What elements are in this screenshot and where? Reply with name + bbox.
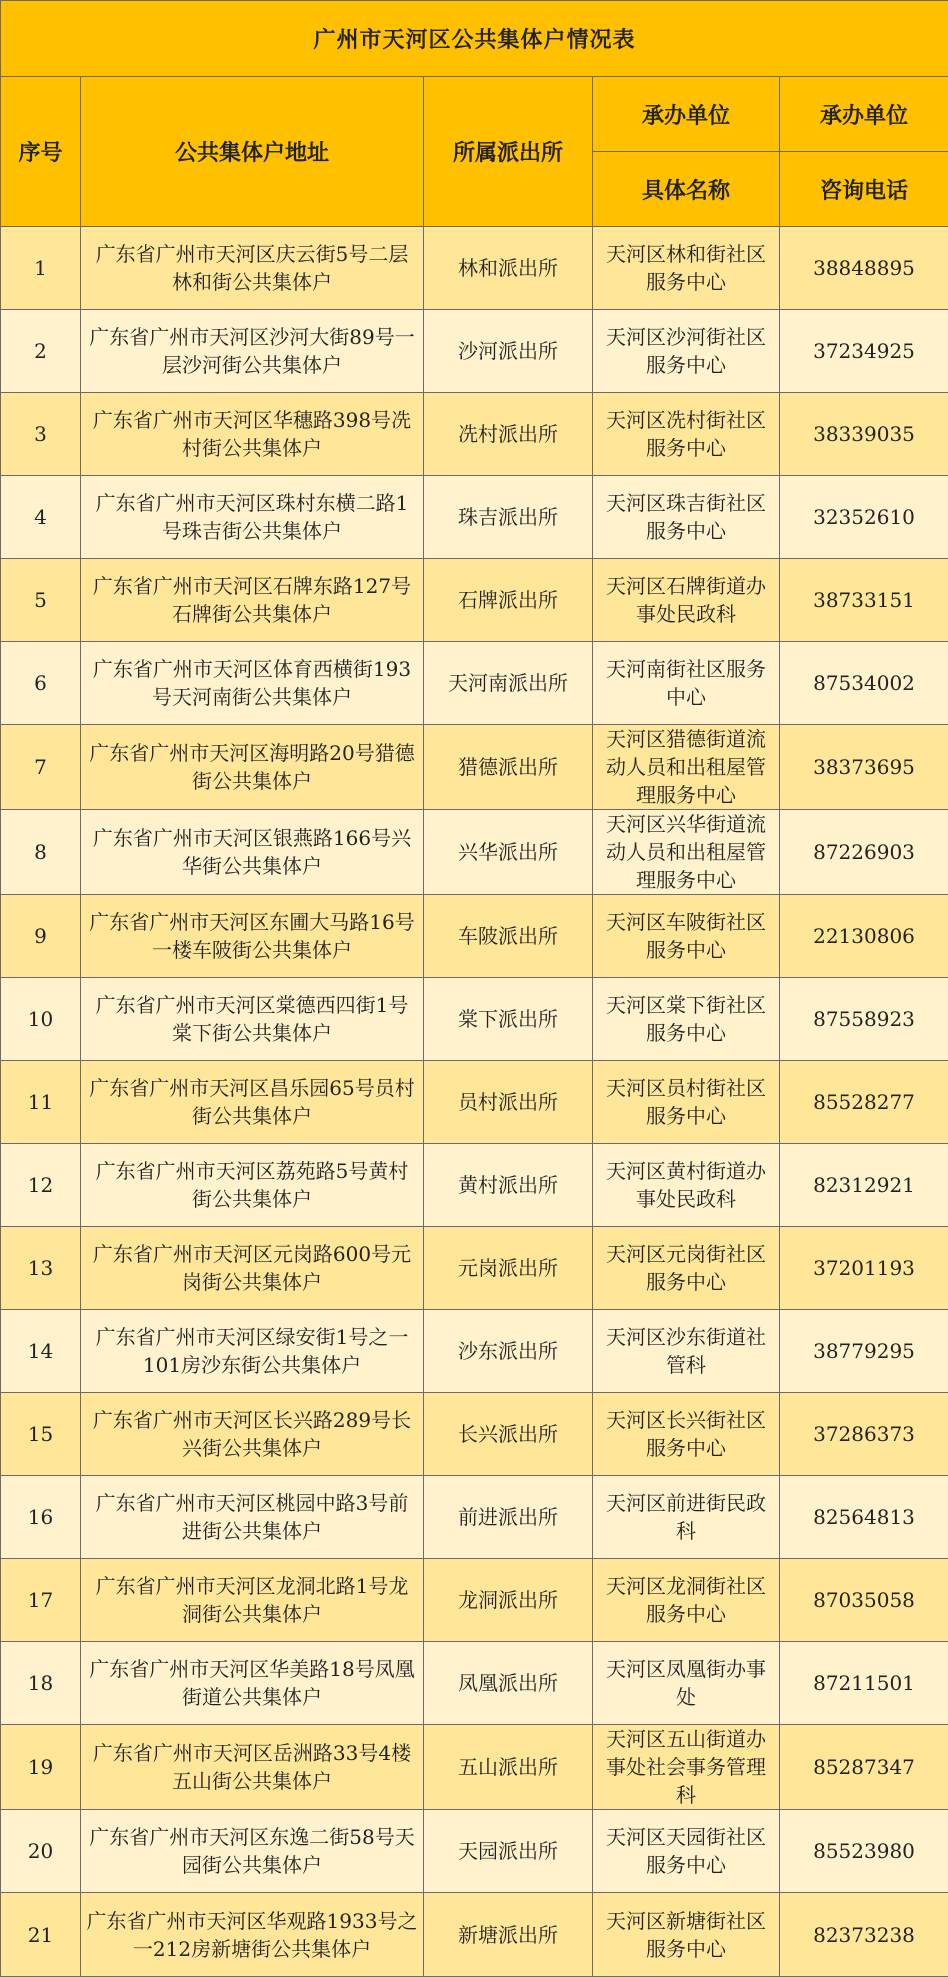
cell-address: 广东省广州市天河区绿安街1号之一101房沙东街公共集体户 xyxy=(81,1310,424,1393)
cell-seq: 13 xyxy=(1,1227,81,1310)
cell-address: 广东省广州市天河区华美路18号凤凰街道公共集体户 xyxy=(81,1642,424,1725)
cell-address: 广东省广州市天河区海明路20号猎德街公共集体户 xyxy=(81,725,424,810)
cell-seq: 18 xyxy=(1,1642,81,1725)
header-phone-bottom: 咨询电话 xyxy=(780,152,948,227)
cell-address: 广东省广州市天河区龙洞北路1号龙洞街公共集体户 xyxy=(81,1559,424,1642)
table-row xyxy=(1,559,948,642)
cell-seq: 4 xyxy=(1,476,81,559)
cell-phone: 82564813 xyxy=(780,1476,948,1559)
cell-seq: 8 xyxy=(1,810,81,895)
table-row xyxy=(1,810,948,895)
cell-station: 林和派出所 xyxy=(424,227,593,310)
table-row xyxy=(1,1476,948,1559)
table-row xyxy=(1,310,948,393)
cell-station: 兴华派出所 xyxy=(424,810,593,895)
cell-phone: 87226903 xyxy=(780,810,948,895)
cell-address: 广东省广州市天河区东逸二街58号天园街公共集体户 xyxy=(81,1810,424,1893)
cell-phone: 85287347 xyxy=(780,1725,948,1810)
cell-unit: 天河区沙东街道社管科 xyxy=(593,1310,780,1393)
cell-seq: 17 xyxy=(1,1559,81,1642)
cell-seq: 16 xyxy=(1,1476,81,1559)
header-seq: 序号 xyxy=(1,77,81,227)
cell-station: 沙东派出所 xyxy=(424,1310,593,1393)
cell-unit: 天河区前进街民政科 xyxy=(593,1476,780,1559)
cell-seq: 11 xyxy=(1,1061,81,1144)
table-row xyxy=(1,1893,948,1977)
cell-unit: 天河区五山街道办事处社会事务管理科 xyxy=(593,1725,780,1810)
table-row xyxy=(1,1559,948,1642)
cell-station: 猎德派出所 xyxy=(424,725,593,810)
cell-unit: 天河区棠下街社区服务中心 xyxy=(593,978,780,1061)
cell-seq: 19 xyxy=(1,1725,81,1810)
cell-seq: 5 xyxy=(1,559,81,642)
cell-phone: 87558923 xyxy=(780,978,948,1061)
header-unit-top: 承办单位 xyxy=(593,77,780,152)
cell-unit: 天河区凤凰街办事处 xyxy=(593,1642,780,1725)
header-unit-bottom: 具体名称 xyxy=(593,152,780,227)
cell-seq: 10 xyxy=(1,978,81,1061)
table-row xyxy=(1,1810,948,1893)
cell-phone: 38779295 xyxy=(780,1310,948,1393)
cell-station: 冼村派出所 xyxy=(424,393,593,476)
cell-phone: 37286373 xyxy=(780,1393,948,1476)
table-row xyxy=(1,1061,948,1144)
cell-seq: 20 xyxy=(1,1810,81,1893)
header-station: 所属派出所 xyxy=(424,77,593,227)
cell-unit: 天河南街社区服务中心 xyxy=(593,642,780,725)
cell-seq: 7 xyxy=(1,725,81,810)
cell-phone: 38339035 xyxy=(780,393,948,476)
cell-seq: 12 xyxy=(1,1144,81,1227)
cell-unit: 天河区龙洞街社区服务中心 xyxy=(593,1559,780,1642)
cell-phone: 87211501 xyxy=(780,1642,948,1725)
cell-unit: 天河区车陂街社区服务中心 xyxy=(593,895,780,978)
cell-seq: 14 xyxy=(1,1310,81,1393)
cell-unit: 天河区新塘街社区服务中心 xyxy=(593,1893,780,1977)
cell-unit: 天河区石牌街道办事处民政科 xyxy=(593,559,780,642)
cell-unit: 天河区天园街社区服务中心 xyxy=(593,1810,780,1893)
cell-phone: 38848895 xyxy=(780,227,948,310)
cell-phone: 32352610 xyxy=(780,476,948,559)
cell-station: 元岗派出所 xyxy=(424,1227,593,1310)
header-phone-top: 承办单位 xyxy=(780,77,948,152)
table-title: 广州市天河区公共集体户情况表 xyxy=(1,1,948,77)
cell-seq: 2 xyxy=(1,310,81,393)
cell-station: 员村派出所 xyxy=(424,1061,593,1144)
cell-unit: 天河区长兴街社区服务中心 xyxy=(593,1393,780,1476)
table-row xyxy=(1,978,948,1061)
cell-seq: 1 xyxy=(1,227,81,310)
cell-phone: 22130806 xyxy=(780,895,948,978)
cell-address: 广东省广州市天河区体育西横街193号天河南街公共集体户 xyxy=(81,642,424,725)
cell-station: 长兴派出所 xyxy=(424,1393,593,1476)
cell-unit: 天河区珠吉街社区服务中心 xyxy=(593,476,780,559)
cell-seq: 15 xyxy=(1,1393,81,1476)
cell-station: 天河南派出所 xyxy=(424,642,593,725)
cell-station: 车陂派出所 xyxy=(424,895,593,978)
cell-phone: 37201193 xyxy=(780,1227,948,1310)
cell-seq: 6 xyxy=(1,642,81,725)
cell-phone: 37234925 xyxy=(780,310,948,393)
cell-unit: 天河区林和街社区服务中心 xyxy=(593,227,780,310)
cell-station: 前进派出所 xyxy=(424,1476,593,1559)
cell-station: 沙河派出所 xyxy=(424,310,593,393)
cell-address: 广东省广州市天河区棠德西四街1号棠下街公共集体户 xyxy=(81,978,424,1061)
table-row xyxy=(1,1310,948,1393)
cell-phone: 87035058 xyxy=(780,1559,948,1642)
cell-phone: 82312921 xyxy=(780,1144,948,1227)
cell-station: 石牌派出所 xyxy=(424,559,593,642)
cell-unit: 天河区员村街社区服务中心 xyxy=(593,1061,780,1144)
cell-address: 广东省广州市天河区华穗路398号冼村街公共集体户 xyxy=(81,393,424,476)
table-row xyxy=(1,1227,948,1310)
cell-station: 珠吉派出所 xyxy=(424,476,593,559)
cell-address: 广东省广州市天河区岳洲路33号4楼五山街公共集体户 xyxy=(81,1725,424,1810)
cell-station: 天园派出所 xyxy=(424,1810,593,1893)
cell-unit: 天河区沙河街社区服务中心 xyxy=(593,310,780,393)
cell-address: 广东省广州市天河区珠村东横二路1号珠吉街公共集体户 xyxy=(81,476,424,559)
cell-station: 五山派出所 xyxy=(424,1725,593,1810)
header-address: 公共集体户地址 xyxy=(81,77,424,227)
cell-address: 广东省广州市天河区昌乐园65号员村街公共集体户 xyxy=(81,1061,424,1144)
table-row xyxy=(1,1393,948,1476)
cell-station: 新塘派出所 xyxy=(424,1893,593,1977)
cell-address: 广东省广州市天河区桃园中路3号前进街公共集体户 xyxy=(81,1476,424,1559)
cell-address: 广东省广州市天河区沙河大街89号一层沙河街公共集体户 xyxy=(81,310,424,393)
cell-unit: 天河区兴华街道流动人员和出租屋管理服务中心 xyxy=(593,810,780,895)
table-row xyxy=(1,476,948,559)
cell-phone: 85528277 xyxy=(780,1061,948,1144)
cell-phone: 85523980 xyxy=(780,1810,948,1893)
cell-address: 广东省广州市天河区庆云街5号二层林和街公共集体户 xyxy=(81,227,424,310)
cell-address: 广东省广州市天河区元岗路600号元岗街公共集体户 xyxy=(81,1227,424,1310)
cell-station: 凤凰派出所 xyxy=(424,1642,593,1725)
table-row xyxy=(1,1725,948,1810)
table-row xyxy=(1,1642,948,1725)
cell-seq: 9 xyxy=(1,895,81,978)
cell-address: 广东省广州市天河区荔苑路5号黄村街公共集体户 xyxy=(81,1144,424,1227)
cell-address: 广东省广州市天河区东圃大马路16号一楼车陂街公共集体户 xyxy=(81,895,424,978)
cell-address: 广东省广州市天河区银燕路166号兴华街公共集体户 xyxy=(81,810,424,895)
table-row xyxy=(1,895,948,978)
cell-station: 黄村派出所 xyxy=(424,1144,593,1227)
cell-address: 广东省广州市天河区长兴路289号长兴街公共集体户 xyxy=(81,1393,424,1476)
table-row xyxy=(1,393,948,476)
cell-unit: 天河区黄村街道办事处民政科 xyxy=(593,1144,780,1227)
cell-unit: 天河区冼村街社区服务中心 xyxy=(593,393,780,476)
table-head xyxy=(1,1,948,227)
cell-seq: 3 xyxy=(1,393,81,476)
cell-address: 广东省广州市天河区石牌东路127号石牌街公共集体户 xyxy=(81,559,424,642)
cell-seq: 21 xyxy=(1,1893,81,1977)
table-row xyxy=(1,1144,948,1227)
table-row xyxy=(1,227,948,310)
table-row xyxy=(1,725,948,810)
table-body xyxy=(1,227,948,1977)
cell-unit: 天河区猎德街道流动人员和出租屋管理服务中心 xyxy=(593,725,780,810)
cell-address: 广东省广州市天河区华观路1933号之一212房新塘街公共集体户 xyxy=(81,1893,424,1977)
cell-phone: 87534002 xyxy=(780,642,948,725)
cell-station: 棠下派出所 xyxy=(424,978,593,1061)
cell-station: 龙洞派出所 xyxy=(424,1559,593,1642)
cell-unit: 天河区元岗街社区服务中心 xyxy=(593,1227,780,1310)
cell-phone: 82373238 xyxy=(780,1893,948,1977)
cell-phone: 38733151 xyxy=(780,559,948,642)
table-row xyxy=(1,642,948,725)
cell-phone: 38373695 xyxy=(780,725,948,810)
